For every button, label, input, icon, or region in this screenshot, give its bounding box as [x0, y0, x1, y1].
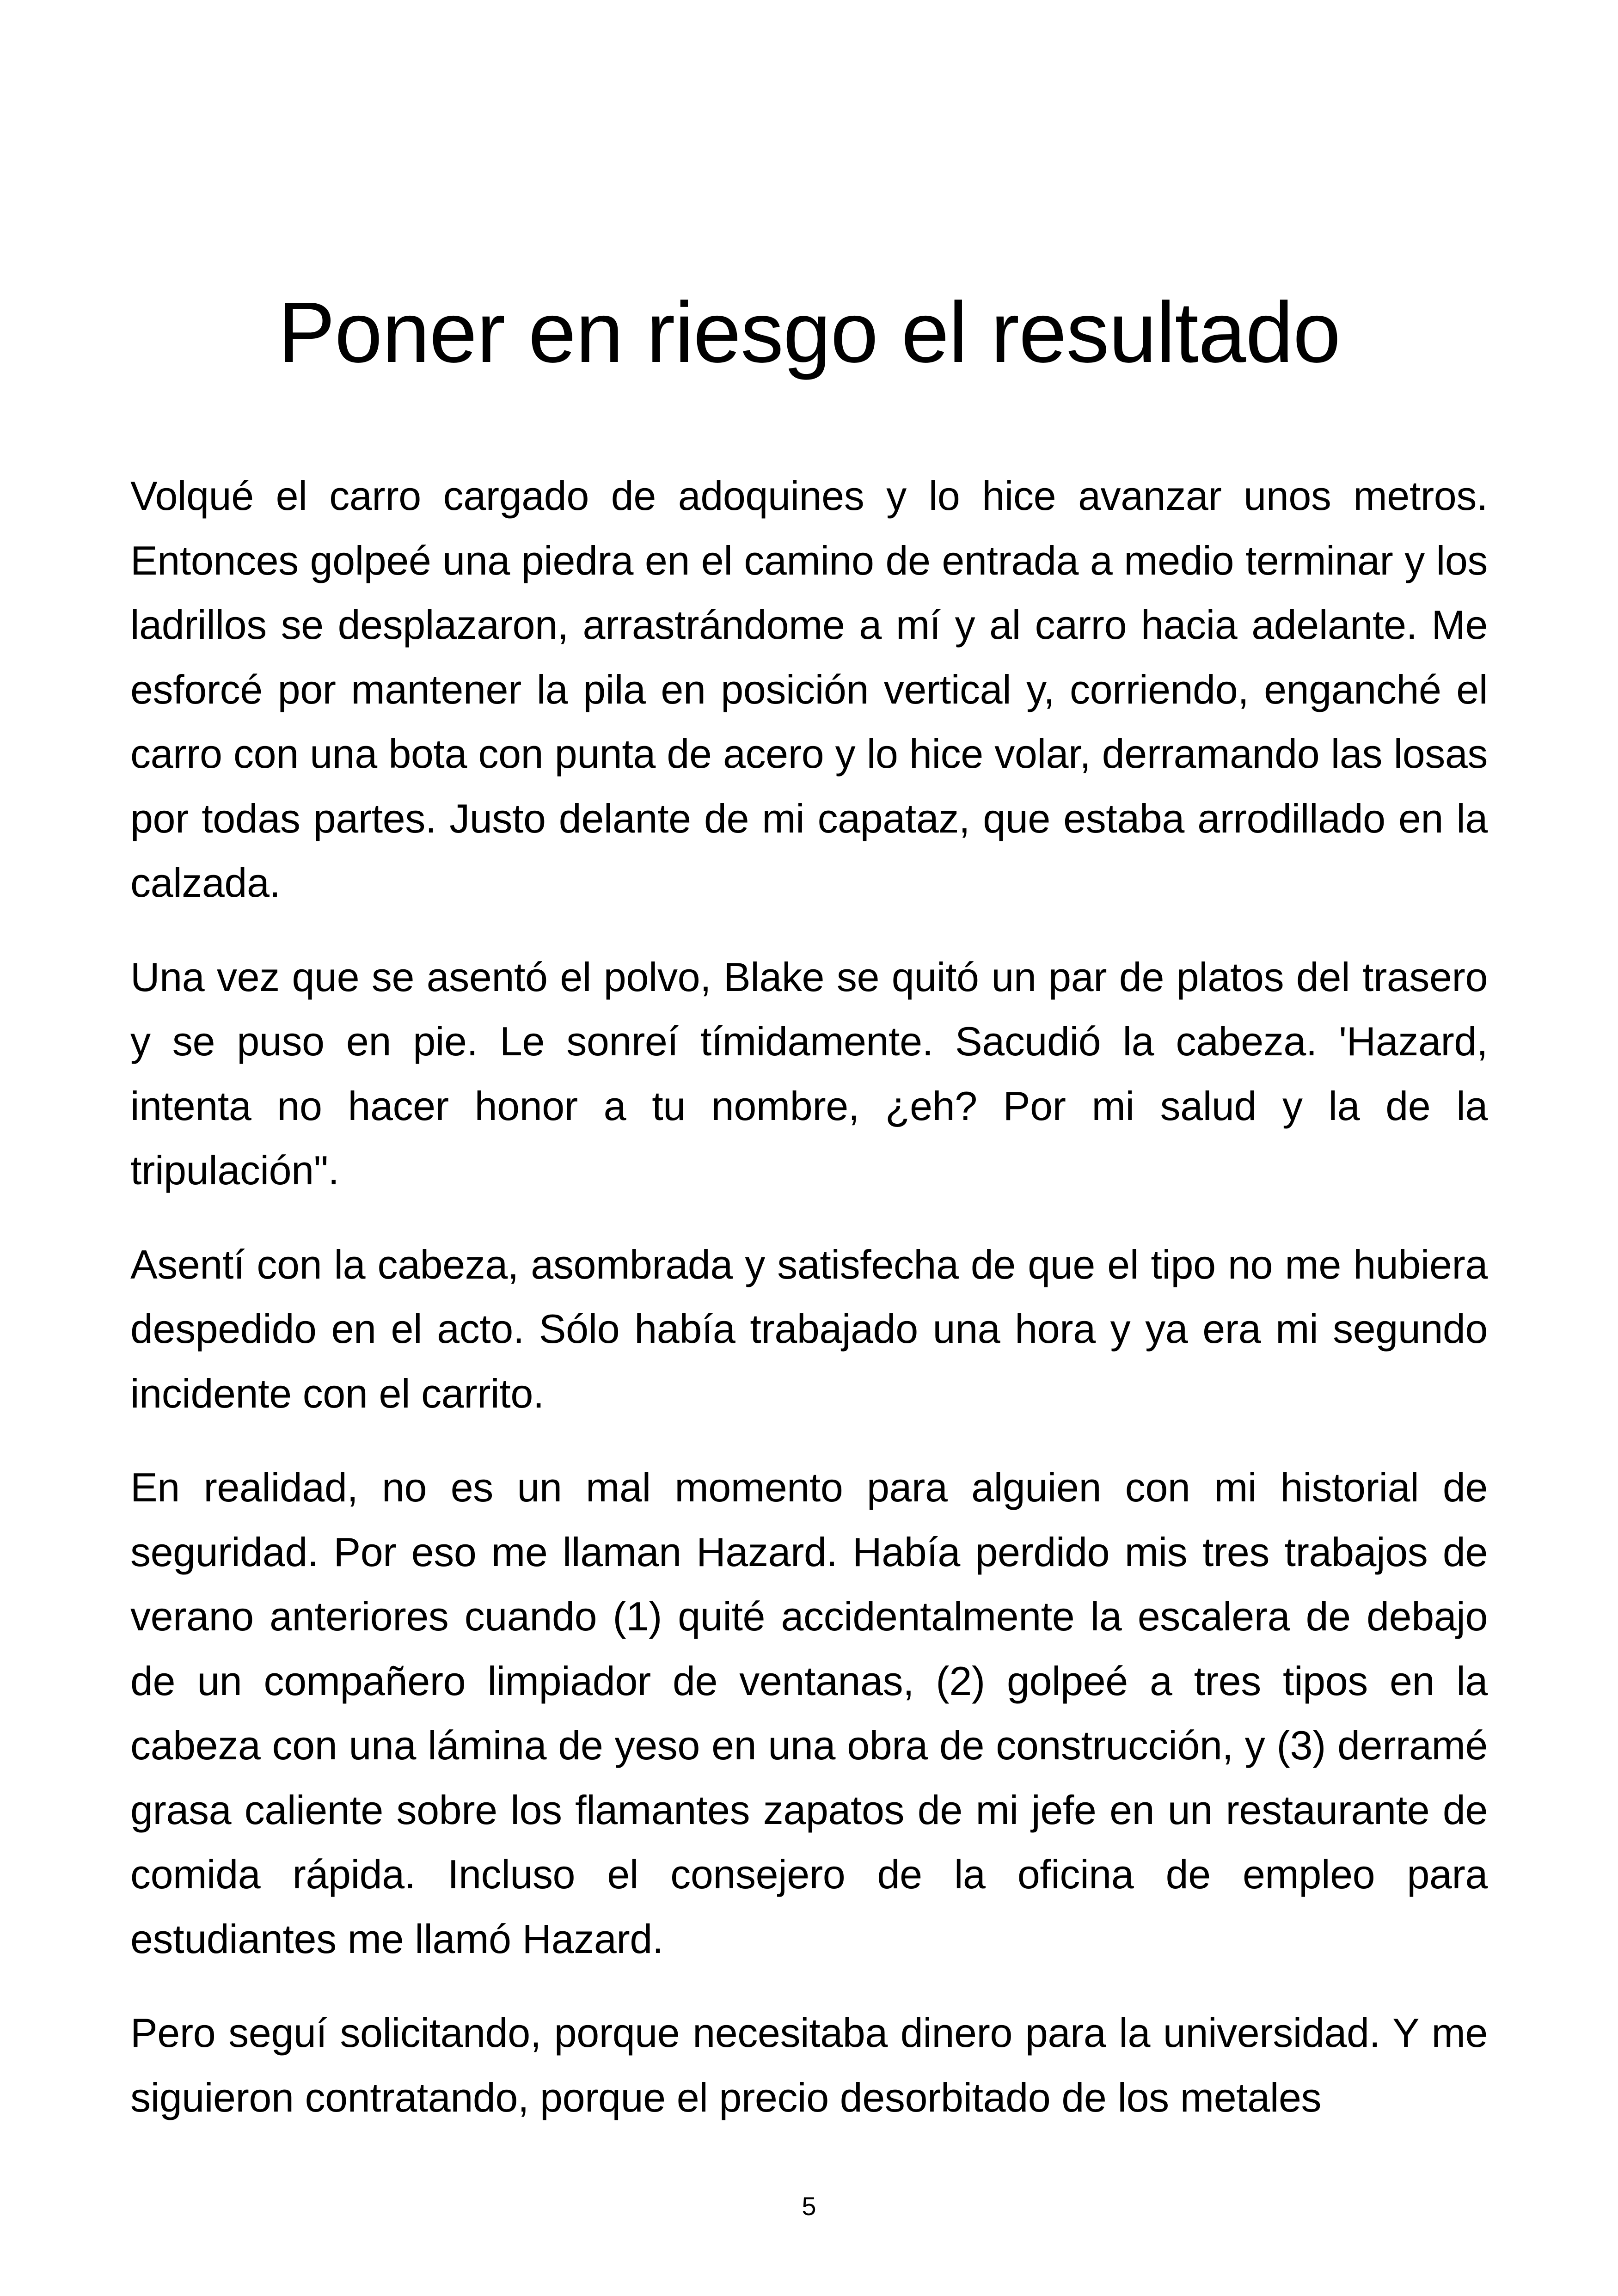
paragraph-3: Asentí con la cabeza, asombrada y satisfecha de que el tipo no me hubiera despedido en el acto. Sólo había trabajado una hora y ya era mi segundo incidente con el carrito. [130, 1241, 1488, 1416]
page-number: 5 [802, 2192, 816, 2221]
body-text [130, 464, 1488, 2159]
paragraph-1: Volqué el carro cargado de adoquines y lo hice avanzar unos metros. Entonces golpeé una piedra en el camino de entrada a medio terminar y los ladrillos se desplazaron, arrastrándome a mí y al carro hacia adelante. Me esforcé por mantener la pila en posición vertical y, corriendo, enganché el carro con una bota con punta de acero y lo hice volar, derramando las losas por todas partes. Justo delante de mi capataz, que estaba arrodillado en la calzada. [130, 473, 1488, 906]
paragraph-2: Una vez que se asentó el polvo, Blake se quitó un par de platos del trasero y se puso en pie. Le sonreí tímidamente. Sacudió la cabeza. 'Hazard, intenta no hacer honor a tu nombre, ¿eh? Por mi salud y la de la tripulación". [130, 954, 1488, 1193]
chapter-title: Poner en riesgo el resultado [277, 285, 1341, 380]
paragraph-4: En realidad, no es un mal momento para alguien con mi historial de seguridad. Por eso me llaman Hazard. Había perdido mis tres trabajos de verano anteriores cuando (1) quité accidentalmente la escalera de debajo de un compañero limpiador de ventanas, (2) golpeé a tres tipos en la cabeza con una lámina de yeso en una obra de construcción, y (3) derramé grasa caliente sobre los flamantes zapatos de mi jefe en un restaurante de comida rápida. Incluso el consejero de la oficina de empleo para estudiantes me llamó Hazard. [130, 1464, 1488, 1962]
paragraph-5: Pero seguí solicitando, porque necesitaba dinero para la universidad. Y me siguieron contratando, porque el precio desorbitado de los metales [130, 2010, 1488, 2120]
